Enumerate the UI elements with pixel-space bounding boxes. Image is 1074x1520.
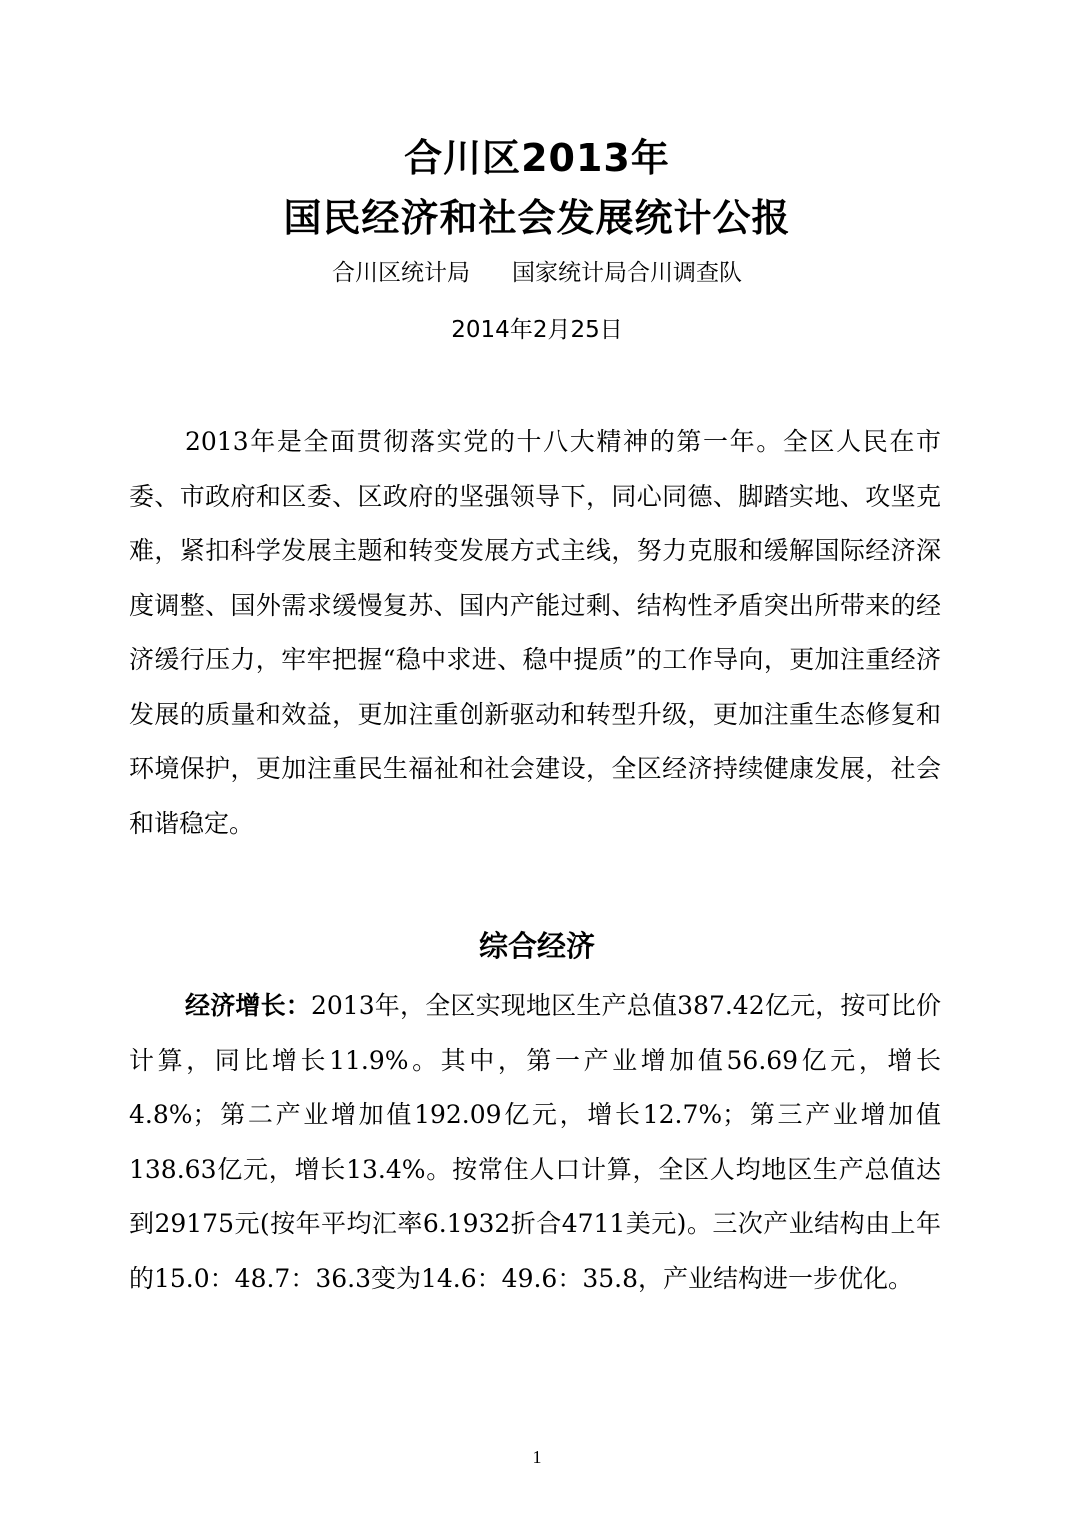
publisher-survey-team: 国家统计局合川调查队 — [512, 260, 742, 286]
section-heading: 综合经济 — [478, 929, 595, 963]
page-number: 1 — [532, 1447, 542, 1467]
publishers — [0, 257, 1074, 289]
document-title-line-2: 国民经济和社会发展统计公报 — [283, 196, 791, 240]
publication-date: 2014年2月25日 — [451, 317, 623, 343]
document-title-line-1: 合川区2013年 — [404, 136, 670, 180]
economic-growth-label: 经济增长： — [185, 991, 311, 1020]
intro-paragraph: 2013年是全面贯彻落实党的十八大精神的第一年。全区人民在市委、市政府和区委、区政府的坚强领导下，同心同德、脚踏实地、攻坚克难，紧扣科学发展主题和转变发展方式主线，努力克服和缓解国际经济深度调整、国外需求缓慢复苏、国内产能过剩、结构性矛盾突出所带来的经济缓行压力，牢牢把握“稳中求进、稳中提质”的工作导向，更加注重经济发展的质量和效益，更加注重创新驱动和转型升级，更加注重生态修复和环境保护，更加注重民生福祉和社会建设，全区经济持续健康发展，社会和谐稳定。 — [129, 427, 941, 838]
publisher-district-bureau: 合川区统计局 — [332, 260, 470, 286]
economic-growth-paragraph — [129, 979, 941, 1306]
economic-growth-text: 2013年，全区实现地区生产总值387.42亿元，按可比价计算，同比增长11.9%。其中，第一产业增加值56.69亿元，增长4.8%；第二产业增加值192.09亿元，增长12.7%；第三产业增加值138.63亿元，增长13.4%。按常住人口计算，全区人均地区生产总值达到29175元(按年平均汇率6.1932折合4711美元)。三次产业结构由上年的15.0：48.7：36.3变为14.6：49.6：35.8，产业结构进一步优化。 — [129, 991, 941, 1293]
